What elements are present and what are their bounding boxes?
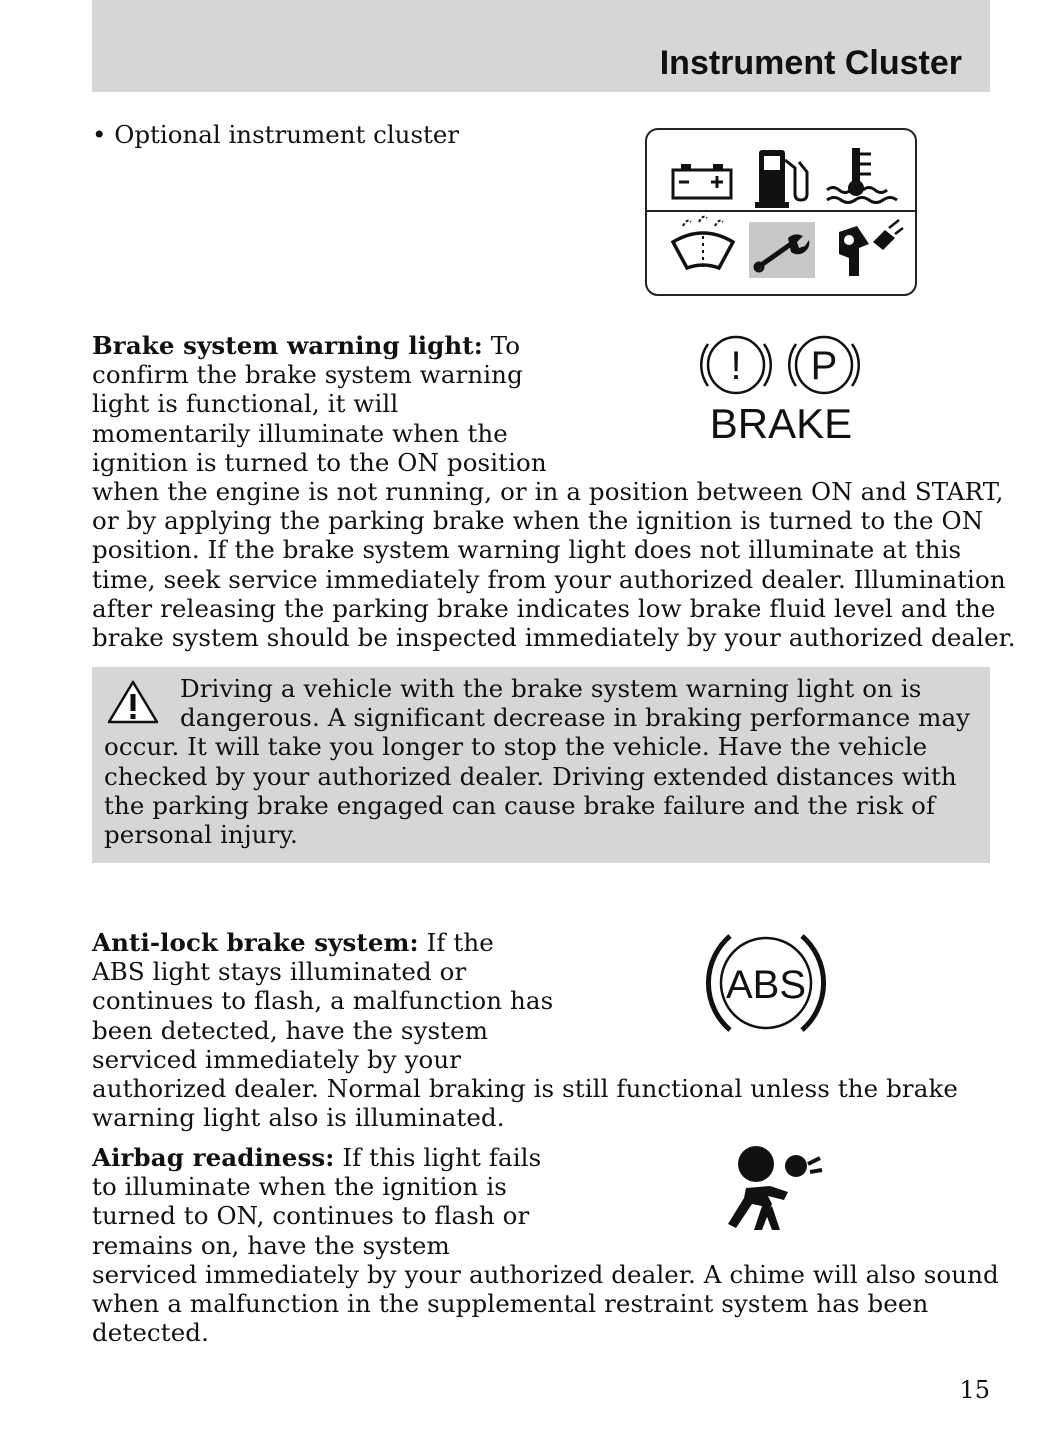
warning-text: Driving a vehicle with the brake system warning light on is dangerous. A significant decrease in braking performance may occur. It will take you longer to stop the vehicle. Have the vehicle checked by your authorized dealer. Driving extended distances with the parking brake engaged can cause brake failure and the risk of personal injury. (104, 674, 971, 850)
abs-heading: Anti-lock brake system: (92, 928, 419, 957)
brake-warning-symbol (696, 332, 866, 448)
brake-heading: Brake system warning light: (92, 331, 483, 360)
optional-cluster-text: Optional instrument cluster (114, 120, 460, 149)
page-number: 15 (959, 1376, 990, 1404)
abs-description: Anti-lock brake system: If the ABS light stays illuminated or continues to flash, a malfunction has been detected, have the system serviced immediately by your authorized dealer. Normal braking is still functional unless the brake warning light also is illuminated. (92, 928, 958, 1133)
wrench-icon (749, 222, 815, 278)
exclamation-icon: ! (730, 344, 742, 388)
airbag-description: Airbag readiness: If this light fails to illuminate when the ignition is turned to ON, continues to flash or remains on, have the system serviced immediately by your authorized dealer. A chime will also sound when a malfunction in the supplemental restraint system has been detected. (92, 1143, 999, 1348)
abs-warning-symbol (700, 930, 832, 1036)
header-bar (92, 0, 990, 92)
airbag-icon (724, 1144, 824, 1232)
bullet-glyph: • (92, 120, 107, 149)
page-title: Instrument Cluster (659, 44, 962, 82)
parking-p-icon: P (810, 344, 838, 388)
brake-description: Brake system warning light: To confirm the brake system warning light is functional, it will momentarily illuminate when the ignition is turned to the ON position when the engine is not running, or in a position between ON and START, or by applying the parking brake when the ignition is turned to the ON position. If the brake system warning light does not illuminate at this time, seek service immediately from your authorized dealer. Illumination after releasing the parking brake indicates low brake fluid level and the brake system should be inspected immediately by your authorized dealer. (92, 331, 1016, 653)
brake-symbol-label: BRAKE (709, 400, 853, 447)
optional-cluster-panel (645, 128, 917, 296)
airbag-heading: Airbag readiness: (92, 1143, 335, 1172)
optional-cluster-item (92, 120, 459, 149)
warning-box (92, 667, 990, 863)
abs-symbol-label: ABS (725, 963, 807, 1007)
